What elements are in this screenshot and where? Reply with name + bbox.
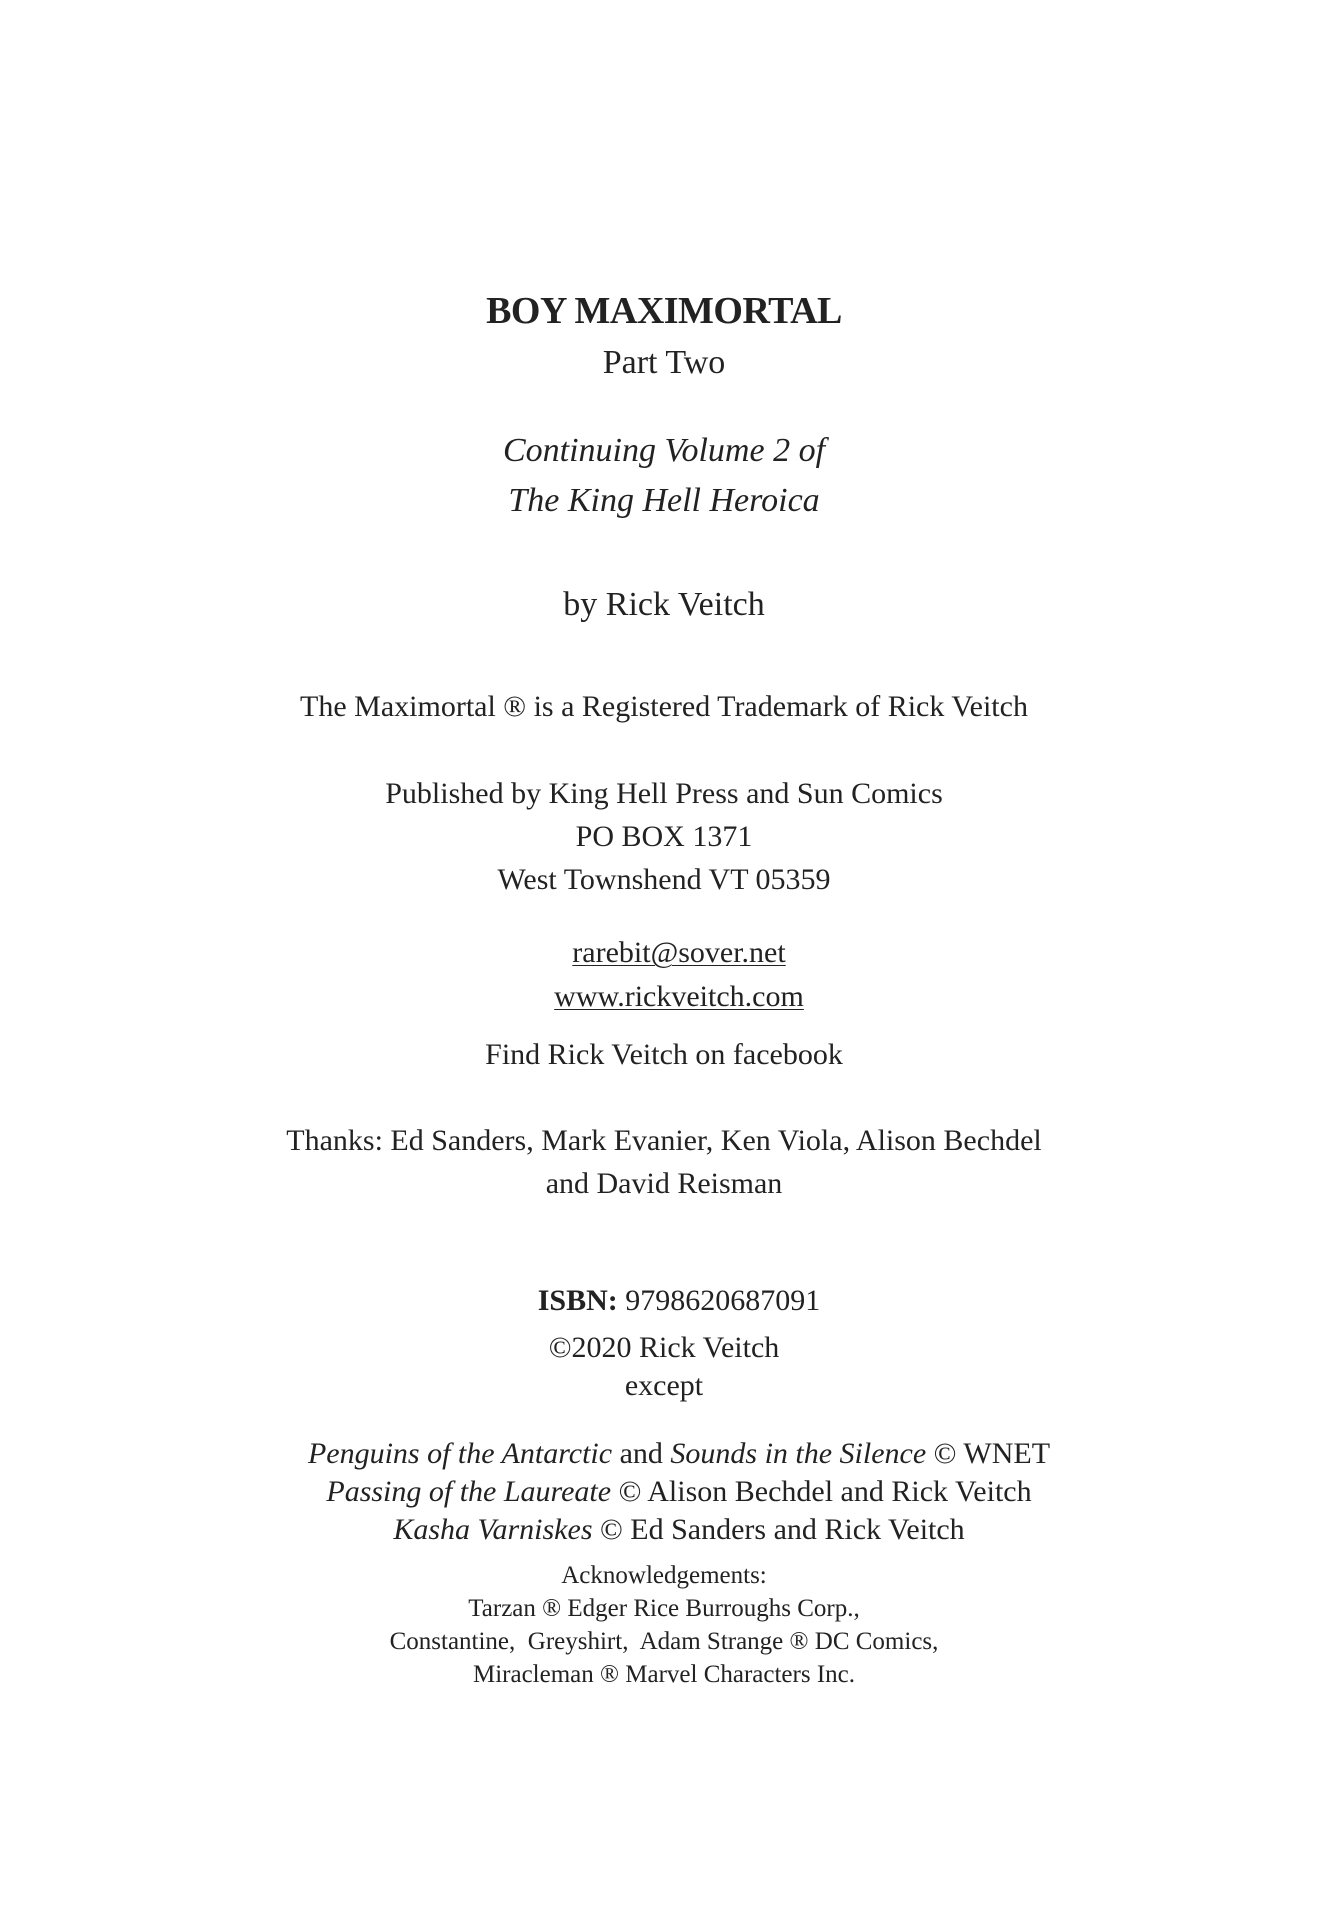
facebook-line: Find Rick Veitch on facebook	[485, 1038, 843, 1071]
email-link[interactable]: rarebit@sover.net	[572, 936, 786, 969]
title-penguins: Penguins of the Antarctic	[307, 1437, 613, 1470]
copyright-line-5-owner: © Ed Sanders and Rick Veitch	[592, 1513, 965, 1546]
continuing-line-2: The King Hell Heroica	[508, 482, 820, 519]
copyright-line-3-and: and	[612, 1437, 671, 1470]
book-title: BOY MAXIMORTAL	[486, 290, 842, 332]
continuing-line-1: Continuing Volume 2 of	[502, 432, 826, 469]
po-box: PO BOX 1371	[575, 820, 753, 853]
city-address: West Townshend VT 05359	[497, 863, 831, 896]
website-link[interactable]: www.rickveitch.com	[554, 980, 804, 1013]
isbn-label: ISBN:	[537, 1284, 618, 1317]
isbn-value: 9798620687091	[617, 1284, 821, 1317]
copyright-line-3-owner: © WNET	[926, 1437, 1051, 1470]
thanks-line-2: and David Reisman	[545, 1167, 783, 1200]
acknowledgements-line-3: Miracleman ® Marvel Characters Inc.	[472, 1661, 856, 1688]
copyright-except: except	[624, 1369, 704, 1402]
acknowledgements-line-2: Constantine, Greyshirt, Adam Strange ® DC Comics,	[389, 1628, 939, 1655]
trademark-notice: The Maximortal ® is a Registered Trademark of Rick Veitch	[300, 690, 1028, 723]
publisher-line: Published by King Hell Press and Sun Comics	[385, 777, 943, 810]
thanks-line-1: Thanks: Ed Sanders, Mark Evanier, Ken Viola, Alison Bechdel	[286, 1124, 1042, 1157]
copyright-line-4-owner: © Alison Bechdel and Rick Veitch	[611, 1475, 1032, 1508]
copyright-main: ©2020 Rick Veitch	[548, 1331, 780, 1364]
acknowledgements-heading: Acknowledgements:	[561, 1562, 767, 1589]
title-kasha: Kasha Varniskes	[393, 1513, 593, 1546]
title-sounds: Sounds in the Silence	[670, 1437, 927, 1470]
website-row	[0, 952, 1328, 1042]
book-subtitle: Part Two	[602, 344, 726, 381]
acknowledgements-line-1: Tarzan ® Edger Rice Burroughs Corp.,	[468, 1595, 860, 1622]
title-passing: Passing of the Laureate	[326, 1475, 612, 1508]
byline: by Rick Veitch	[563, 586, 765, 623]
